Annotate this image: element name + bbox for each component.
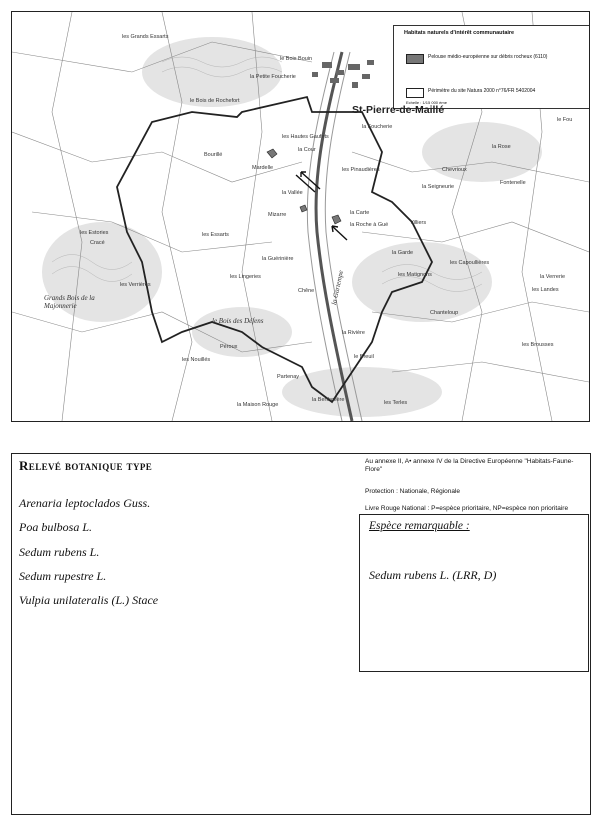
place-label: la Carte [350,210,370,216]
place-label: Grands Bois de la Majonnerie [44,294,95,310]
place-label: les Nouillés [182,357,211,363]
place-label: les Grands Essarts [122,34,169,40]
place-label: le Breuil [354,354,374,360]
place-label: la Vallée [282,190,303,196]
place-label: les Hautes Gaufets [282,134,329,140]
place-label: les Brousses [522,342,554,348]
species-item: Arenaria leptoclados Guss. [19,496,151,510]
place-label: la Garde [392,250,414,256]
species-item: Sedum rubens L. [19,545,100,559]
place-label: les Estories [80,230,109,236]
place-label: la Rivière [342,330,365,336]
place-label: Péroux [220,344,238,350]
place-label: Mizarre [268,212,287,218]
place-label: la Foucherie [362,124,393,130]
place-label: les Essarts [202,232,229,238]
legend-title: Habitats naturels d'intérêt communautaire [404,30,515,36]
place-label: Bourillé [204,152,223,158]
place-label: la Petite Foucherie [250,74,296,80]
legend-swatch-habitat [406,54,424,64]
place-label: Cracé [90,240,105,246]
releve-title: Relevé botanique type [19,458,153,473]
place-label: Chevrioux [442,167,467,173]
remarkable-value: Sedum rubens L. (LRR, D) [369,568,497,582]
legend-scale: Echelle : 1/15 000 ème [406,100,447,105]
place-label: les Landes [532,287,559,293]
place-label: la Cour [298,147,316,153]
status-annexe: Au annexe II, A• annexe IV de la Directive Européenne "Habitats-Faune-Flore" [365,458,574,473]
remarkable-species-box [359,514,589,672]
place-label: le Bois des Défens [212,317,264,325]
place-label: Chêne [298,288,315,294]
status-livre-rouge: Livre Rouge National : P=espèce prioritaire, NP=espèce non prioritaire [365,505,569,512]
remarkable-title: Espèce remarquable : [369,520,470,532]
place-label: Fontenelle [500,180,526,186]
place-label: la Bertholière [312,397,345,403]
town-label: St-Pierre-de-Maillé [352,104,445,116]
place-label: les Pinaudières [342,167,380,173]
status-protection: Protection : Nationale, Régionale [365,488,461,495]
place-label: Mardelle [252,165,274,171]
place-label: la Rose [492,144,511,150]
place-label: le Bois de Rochefort [190,98,240,104]
legend-item-habitat: Pelouse médio-européenne sur débris rocheux (6110) [428,54,548,60]
place-label: les Terles [384,400,408,406]
species-item: Poa bulbosa L. [19,520,93,534]
place-label: les Matignons [398,272,432,278]
legend-swatch-perimeter [406,88,424,98]
place-label: la Verrerie [540,274,566,280]
place-label: la Seigneurie [422,184,455,190]
place-label: Chanteloup [430,310,459,316]
topographic-map [11,11,590,422]
place-label: le Bois Bouin [280,56,313,62]
species-item: Sedum rupestre L. [19,569,107,583]
map-legend [393,25,590,109]
place-label: Villiers [410,220,427,226]
place-label: Partenay [277,374,300,380]
place-label: les Lingeries [230,274,261,280]
place-label: le Fou [557,117,573,123]
species-item: Vulpia unilateralis (L.) Stace [19,593,159,607]
place-label: la Roche à Gué [350,222,389,228]
place-label: les Capoullières [450,260,490,266]
legend-item-perimeter: Périmètre du site Natura 2000 n°76/FR 5402004 [428,88,536,94]
place-label: les Verrières [120,282,151,288]
status-info [359,454,588,512]
place-label: la Guérinière [262,256,294,262]
place-label: la Maison Rouge [237,402,279,408]
river-label: la Gartempe [330,269,346,306]
